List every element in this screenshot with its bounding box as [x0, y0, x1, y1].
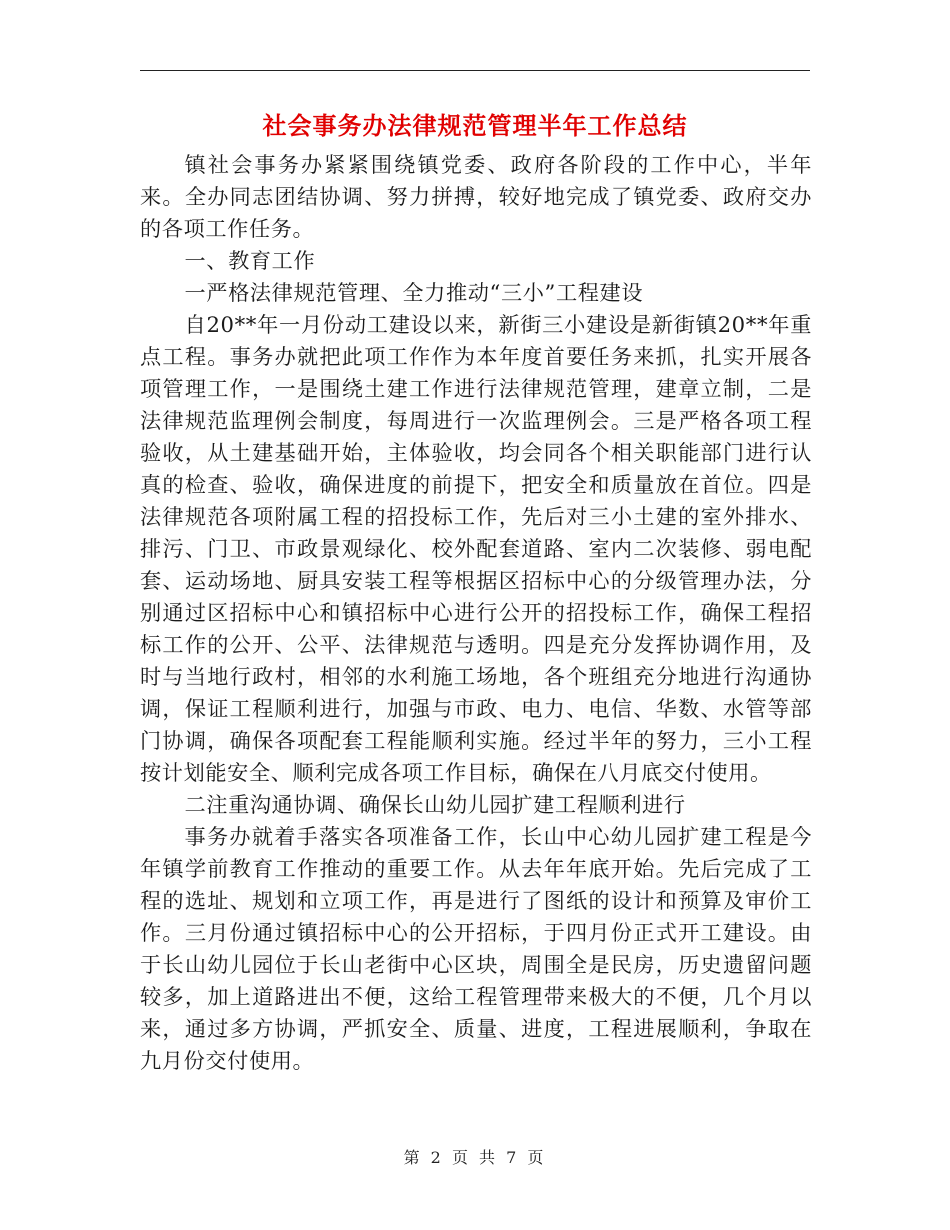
intro-paragraph: 镇社会事务办紧紧围绕镇党委、政府各阶段的工作中心，半年来。全办同志团结协调、努力拼搏，较好地完成了镇党委、政府交办的各项工作任务。 — [140, 152, 812, 241]
document-body — [140, 149, 812, 1077]
subsection-heading-2: 二注重沟通协调、确保长山幼儿园扩建工程顺利进行 — [184, 792, 686, 817]
header-rule — [140, 70, 810, 71]
document-title: 社会事务办法律规范管理半年工作总结 — [262, 111, 688, 140]
section-heading-education: 一、教育工作 — [184, 248, 316, 273]
body-paragraph-2: 事务办就着手落实各项准备工作，长山中心幼儿园扩建工程是今年镇学前教育工作推动的重要工作。从去年年底开始。先后完成了工程的选址、规划和立项工作，再是进行了图纸的设计和预算及审价工作。三月份通过镇招标中心的公开招标，于四月份正式开工建设。由于长山幼儿园位于长山老街中心区块，周围全是民房，历史遗留问题较多，加上道路进出不便，这给工程管理带来极大的不便，几个月以来，通过多方协调，严抓安全、质量、进度，工程进展顺利，争取在九月份交付使用。 — [140, 824, 812, 1073]
body-paragraph-1: 自20**年一月份动工建设以来，新街三小建设是新街镇20**年重点工程。事务办就把此项工作作为本年度首要任务来抓，扎实开展各项管理工作，一是围绕土建工作进行法律规范管理，建章立制，二是法律规范监理例会制度，每周进行一次监理例会。三是严格各项工程验收，从土建基础开始，主体验收，均会同各个相关职能部门进行认真的检查、验收，确保进度的前提下，把安全和质量放在首位。四是法律规范各项附属工程的招投标工作，先后对三小土建的室外排水、排污、门卫、市政景观绿化、校外配套道路、室内二次装修、弱电配套、运动场地、厨具安装工程等根据区招标中心的分级管理办法，分别通过区招标中心和镇招标中心进行公开的招投标工作，确保工程招标工作的公开、公平、法律规范与透明。四是充分发挥协调作用，及时与当地行政村，相邻的水利施工场地，各个班组充分地进行沟通协调，保证工程顺利进行，加强与市政、电力、电信、华数、水管等部门协调，确保各项配套工程能顺利实施。经过半年的努力，三小工程按计划能安全、顺利完成各项工作目标，确保在八月底交付使用。 — [140, 312, 812, 785]
subsection-heading-1: 一严格法律规范管理、全力推动“三小”工程建设 — [184, 280, 644, 305]
page-number-footer: 第 2 页 共 7 页 — [403, 1148, 547, 1167]
